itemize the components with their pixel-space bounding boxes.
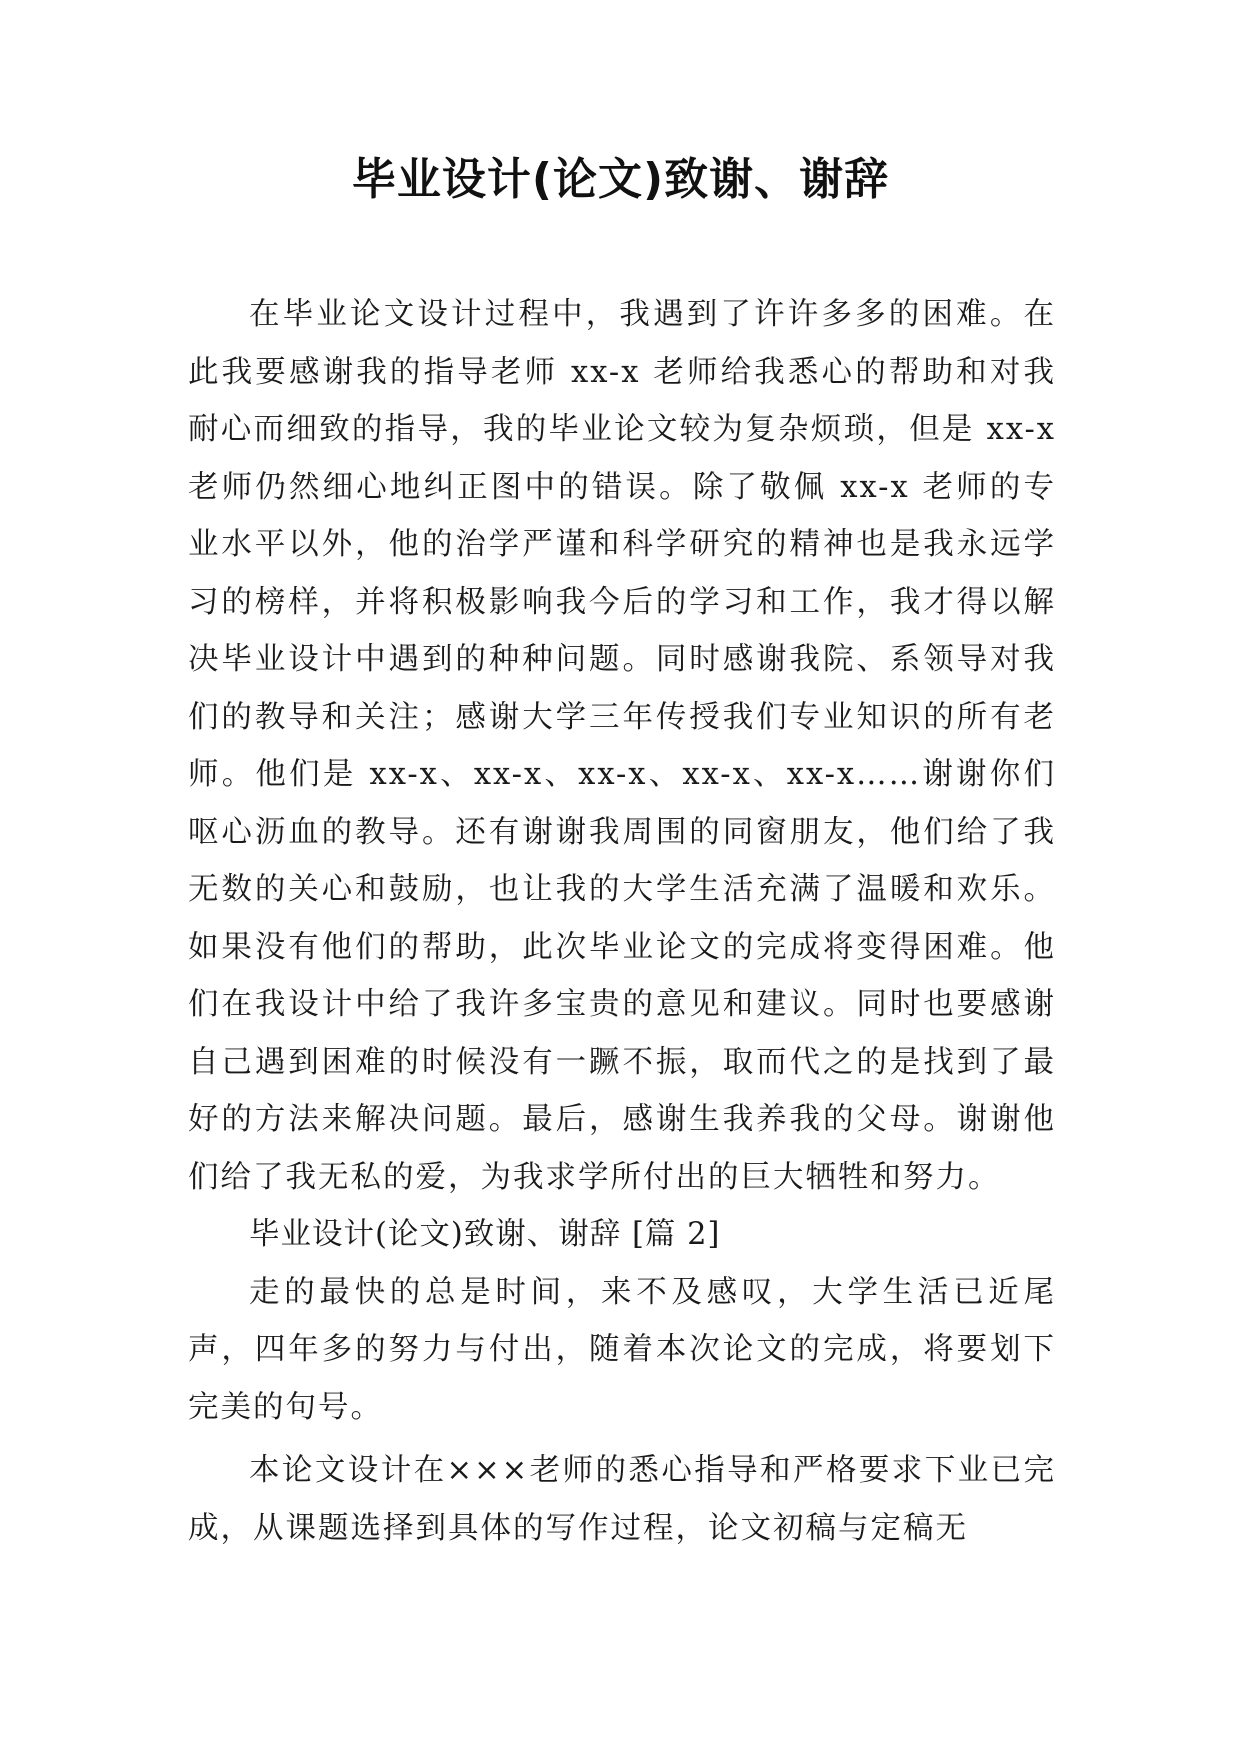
paragraph-thesis-completion: 本论文设计在×××老师的悉心指导和严格要求下业已完成，从课题选择到具体的写作过程，论文初稿与定稿无 xyxy=(188,1453,1056,1546)
section-heading-part-2: 毕业设计(论文)致谢、谢辞 [篇 2] xyxy=(249,1217,721,1252)
paragraph-acknowledgement: 在毕业论文设计过程中，我遇到了许许多多的困难。在此我要感谢我的指导老师 xx-x 老师给我悉心的帮助和对我耐心而细致的指导，我的毕业论文较为复杂烦琐，但是 xx-x 老师仍然细心地纠正图中的错误。除了敬佩 xx-x 老师的专业水平以外，他的治学严谨和科学研究的精神也是我永远学习的榜样，并将积极影响我今后的学习和工作，我才得以解决毕业设计中遇到的种种问题。同时感谢我院、系领导对我们的教导和关注；感谢大学三年传授我们专业知识的所有老师。他们是 xx-x、xx-x、xx-x、xx-x、xx-x……谢谢你们呕心沥血的教导。还有谢谢我周围的同窗朋友，他们给了我无数的关心和鼓励，也让我的大学生活充满了温暖和欢乐。如果没有他们的帮助，此次毕业论文的完成将变得困难。他们在我设计中给了我许多宝贵的意见和建议。同时也要感谢自己遇到困难的时候没有一蹶不振，取而代之的是找到了最好的方法来解决问题。最后，感谢生我养我的父母。谢谢他们给了我无私的爱，为我求学所付出的巨大牺牲和努力。 xyxy=(188,297,1056,1195)
document-title: 毕业设计(论文)致谢、谢辞 xyxy=(351,154,890,205)
paragraph-time-flies: 走的最快的总是时间，来不及感叹，大学生活已近尾声，四年多的努力与付出，随着本次论文的完成，将要划下完美的句号。 xyxy=(188,1274,1056,1425)
document-body xyxy=(188,286,1056,1557)
